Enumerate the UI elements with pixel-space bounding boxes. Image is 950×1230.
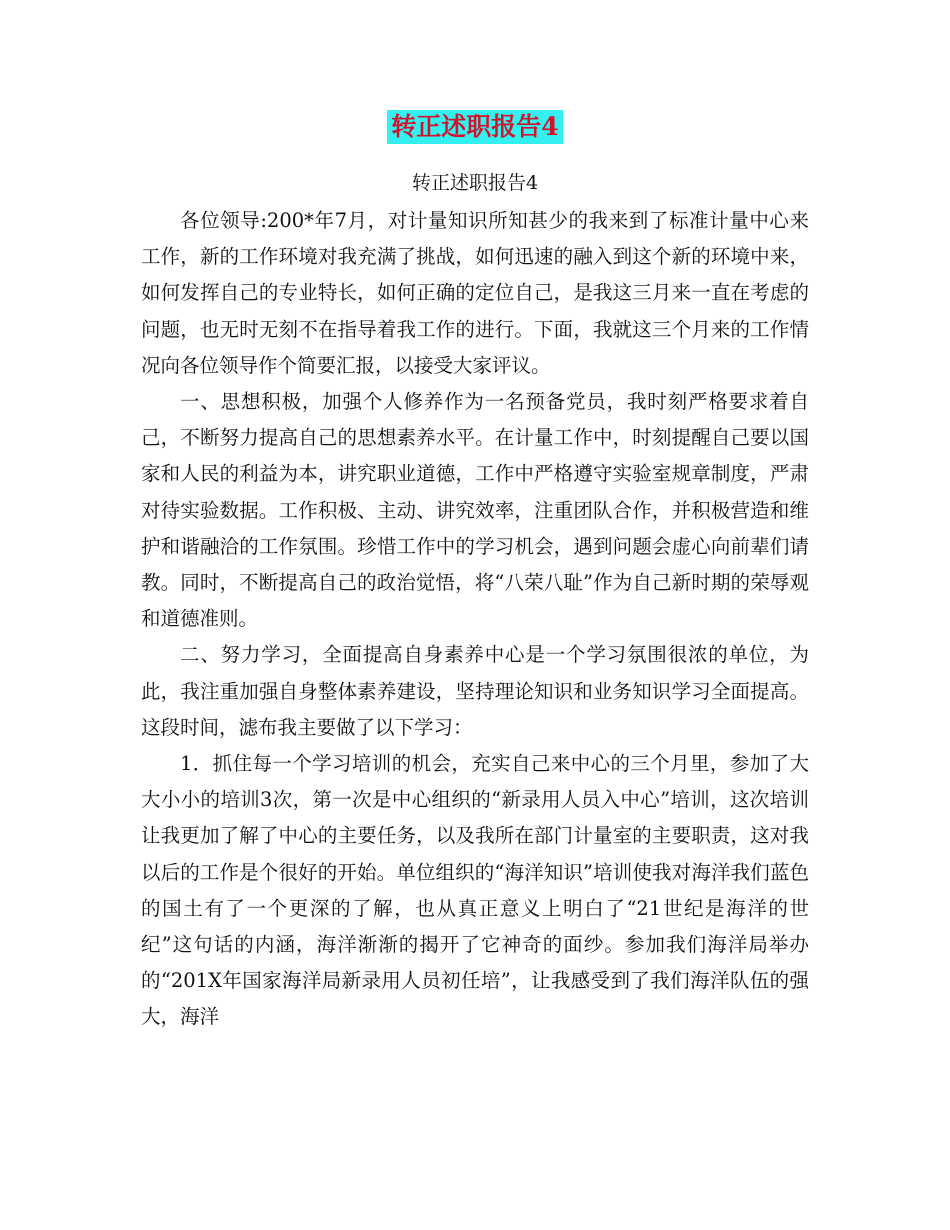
paragraph-section-1: 一、思想积极，加强个人修养作为一名预备党员，我时刻严格要求着自己，不断努力提高自己的思想素养水平。在计量工作中，时刻提醒自己要以国家和人民的利益为本，讲究职业道德，工作中严格遵守实验室规章制度，严肃对待实验数据。工作积极、主动、讲究效率，注重团队合作，并积极营造和维护和谐融洽的工作氛围。珍惜工作中的学习机会，遇到问题会虚心向前辈们请教。同时，不断提高自己的政治觉悟，将“八荣八耻”作为自己新时期的荣辱观和道德准则。 (141, 390, 809, 631)
paragraph-item-1: 1．抓住每一个学习培训的机会，充实自己来中心的三个月里，参加了大大小小的培训3次，第一次是中心组织的“新录用人员入中心”培训，这次培训让我更加了解了中心的主要任务，以及我所在部门计量室的主要职责，这对我以后的工作是个很好的开始。单位组织的“海洋知识”培训使我对海洋我们蓝色的国土有了一个更深的了解，也从真正意义上明白了“21世纪是海洋的世纪”这句话的内涵，海洋渐渐的揭开了它神奇的面纱。参加我们海洋局举办的“201X年国家海洋局新录用人员初任培”，让我感受到了我们海洋队伍的强大，海洋 (141, 752, 809, 1029)
document-body (141, 203, 809, 1036)
document-title: 转正述职报告4 (387, 110, 562, 144)
paragraph-section-2: 二、努力学习，全面提高自身素养中心是一个学习氛围很浓的单位，为此，我注重加强自身整体素养建设，坚持理论知识和业务知识学习全面提高。这段时间，滤布我主要做了以下学习： (141, 643, 809, 739)
document-subtitle: 转正述职报告4 (411, 172, 539, 194)
title-container (0, 110, 950, 144)
paragraph-intro: 各位领导:200*年7月，对计量知识所知甚少的我来到了标准计量中心来工作，新的工作环境对我充满了挑战，如何迅速的融入到这个新的环境中来，如何发挥自己的专业特长，如何正确的定位自己，是我这三月来一直在考虑的问题，也无时无刻不在指导着我工作的进行。下面，我就这三个月来的工作情况向各位领导作个简要汇报，以接受大家评议。 (141, 209, 809, 377)
